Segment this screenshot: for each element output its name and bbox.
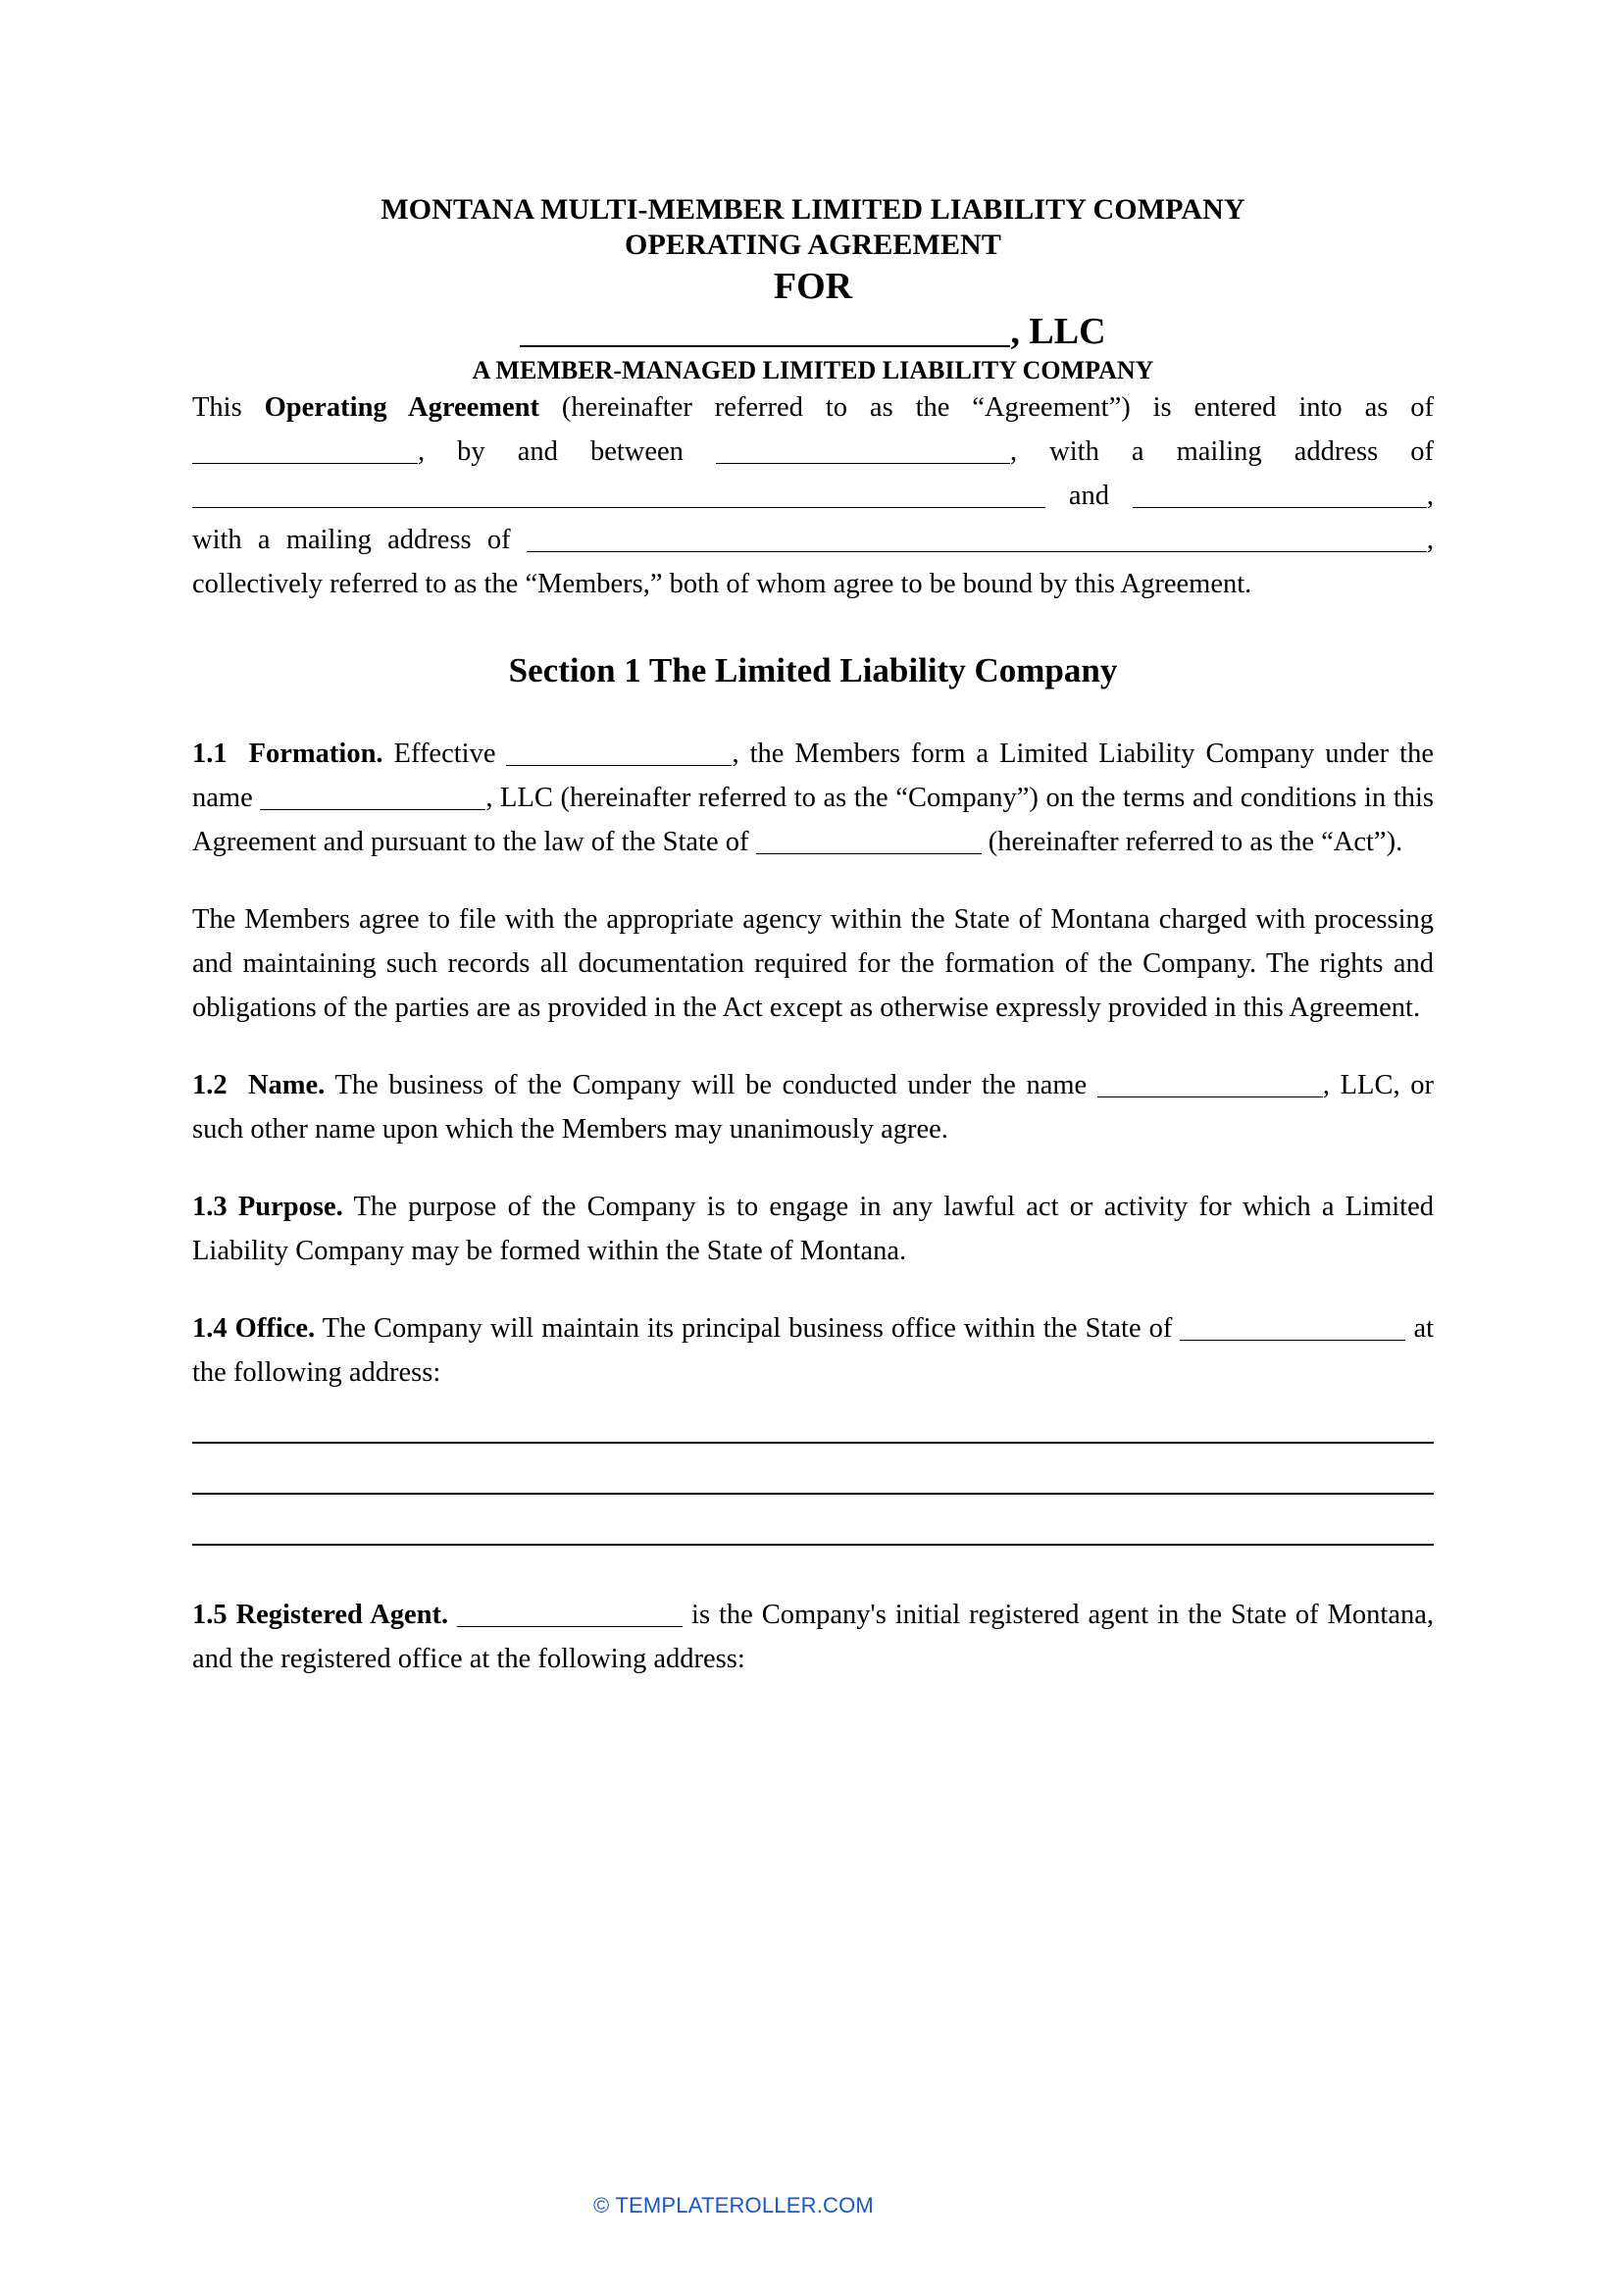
clause-1-2-title: Name.	[247, 1070, 326, 1100]
clause-1-5-segment-2: is the Company's initial registered agent in the State of Montana, and the registered office at the following address:	[192, 1600, 1434, 1674]
intro-paragraph	[192, 385, 1434, 606]
member-1-address-blank-line-2[interactable]	[820, 485, 1045, 508]
clause-1-4-segment-2: at the following address:	[192, 1313, 1435, 1388]
formation-company-name-blank[interactable]	[260, 788, 485, 810]
member-1-address-blank-line-1[interactable]	[192, 485, 820, 508]
registered-agent-name-blank[interactable]	[457, 1605, 683, 1627]
clause-1-2-name	[192, 1063, 1434, 1151]
clause-1-3-purpose	[192, 1185, 1434, 1273]
intro-segment-5: and	[1045, 481, 1133, 511]
intro-segment-6: , with a mailing address of	[192, 481, 1434, 555]
document-subtitle: A MEMBER-MANAGED LIMITED LIABILITY COMPANY	[472, 356, 1154, 384]
clause-1-5-number: 1.5	[192, 1600, 228, 1630]
clause-1-1-number: 1.1	[192, 739, 228, 769]
clause-1-5-segment-1	[448, 1600, 457, 1630]
clause-1-2-segment-1: The business of the Company will be conducted under the name	[325, 1070, 1097, 1100]
member-2-address-blank-line-1[interactable]	[527, 530, 1154, 552]
intro-segment-2: (hereinafter referred to as the “Agreement”) is entered into as of	[539, 392, 1434, 423]
formation-filing-paragraph: The Members agree to file with the appropriate agency within the State of Montana charged with processing and maintaining such records all documentation required for the formation of the Company. The rights and obligations of the parties are as provided in the Act except as otherwise expressly provided in this Agreement.	[192, 904, 1434, 1023]
clause-1-1-segment-4: (hereinafter referred to as the “Act”).	[981, 827, 1403, 857]
clause-1-2-segment-2: , LLC, or such other name upon which the Members may unanimously agree.	[192, 1070, 1434, 1145]
clause-1-4-segment-1: The Company will maintain its principal business office within the State of	[315, 1313, 1181, 1344]
effective-date-blank[interactable]	[192, 441, 418, 464]
operating-agreement-term: Operating Agreement	[264, 392, 540, 423]
clause-1-2-number: 1.2	[192, 1070, 228, 1100]
office-address-line-1[interactable]	[192, 1442, 1434, 1444]
clause-1-1-segment-1: Effective	[382, 739, 507, 769]
document-title-for: FOR	[773, 266, 853, 307]
clause-1-4-number: 1.4	[192, 1313, 228, 1344]
clause-1-3-number: 1.3	[192, 1192, 228, 1222]
document-title-line-1: MONTANA MULTI-MEMBER LIMITED LIABILITY COMPANY	[381, 193, 1245, 226]
clause-1-5-registered-agent	[192, 1593, 1434, 1681]
clause-1-1-formation	[192, 732, 1434, 864]
intro-segment-1: This	[192, 392, 265, 423]
footer	[0, 2193, 1624, 2218]
member-2-address-blank-line-2[interactable]	[1154, 530, 1427, 552]
clause-1-3-segment-1: The purpose of the Company is to engage in any lawful act or activity for which a Limited Liability Company may be formed within the State of Montana.	[192, 1192, 1435, 1266]
member-2-name-blank[interactable]	[1133, 485, 1427, 508]
business-name-blank[interactable]	[1097, 1075, 1323, 1097]
intro-segment-4: , with a mailing address of	[1009, 436, 1434, 467]
formation-effective-date-blank[interactable]	[506, 743, 732, 766]
document-content	[192, 0, 1434, 1681]
clause-1-1-segment-2: , the Members form a Limited Liability Company under the name	[192, 739, 1434, 813]
clause-1-4-title: Office.	[234, 1313, 316, 1344]
company-name-title-row	[192, 308, 1434, 355]
clause-1-4-office	[192, 1306, 1434, 1395]
clause-1-3-title: Purpose.	[237, 1192, 343, 1222]
office-address-line-3[interactable]	[192, 1544, 1434, 1546]
clause-1-1-segment-3: , LLC (hereinafter referred to as the “Company”) on the terms and conditions in this Agreement and pursuant to the law of the State of	[192, 783, 1435, 857]
company-name-blank[interactable]	[520, 345, 1010, 347]
clause-1-1-title: Formation.	[248, 739, 383, 769]
member-1-name-blank[interactable]	[716, 441, 1010, 464]
clause-1-5-title: Registered Agent.	[235, 1600, 449, 1630]
intro-segment-3: , by and between	[418, 436, 716, 467]
office-address-line-2[interactable]	[192, 1493, 1434, 1495]
intro-segment-7: , collectively referred to as the “Members,” both of whom agree to be bound by this Agreement.	[192, 525, 1434, 599]
templateroller-watermark: © TEMPLATEROLLER.COM	[593, 2193, 874, 2218]
office-state-blank[interactable]	[1180, 1318, 1405, 1341]
document-title-block	[192, 0, 1434, 385]
document-title-line-2: OPERATING AGREEMENT	[625, 229, 1001, 261]
office-address-lines	[192, 1442, 1434, 1546]
formation-state-law-blank[interactable]	[756, 832, 982, 854]
section-1-heading: Section 1 The Limited Liability Company	[508, 651, 1118, 689]
company-name-llc-suffix: , LLC	[1010, 311, 1106, 352]
